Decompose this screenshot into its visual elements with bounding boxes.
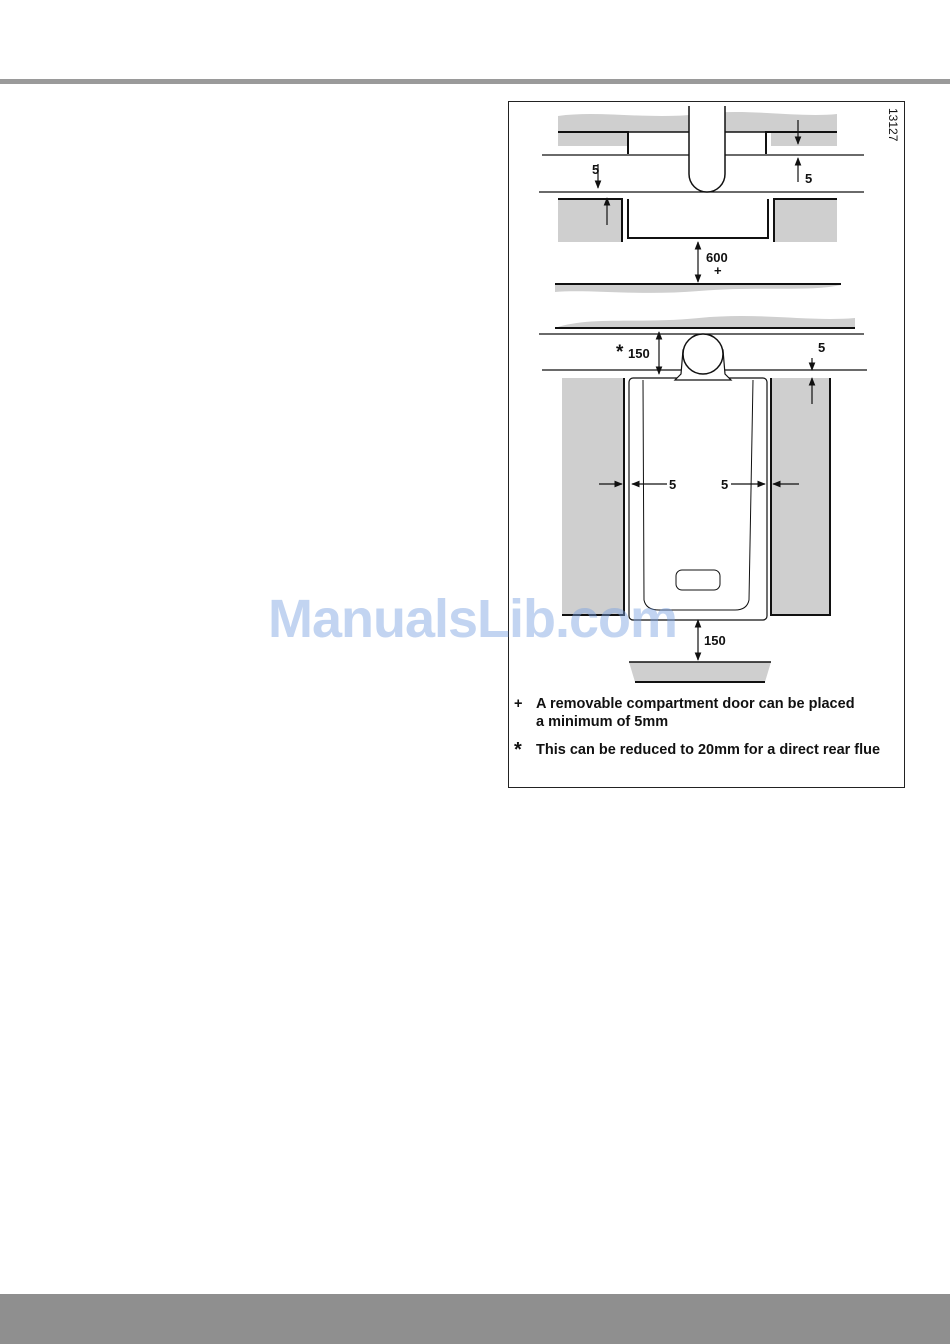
note-star-symbol: * — [514, 739, 522, 761]
clearance-diagram — [508, 101, 905, 788]
plan-left-upper-block — [558, 132, 628, 146]
header-rule — [0, 79, 950, 84]
plan-right-lower-block — [774, 199, 837, 242]
footer-band — [0, 1294, 950, 1344]
plan-right-upper-block — [771, 132, 837, 146]
dim-right-side-gap: 5 — [721, 477, 729, 492]
elev-right-cabinet — [771, 378, 830, 614]
elev-ceiling — [555, 316, 855, 328]
dim-side-top-gap: 5 — [818, 340, 826, 355]
plan-front-floor — [555, 285, 841, 293]
elev-floor-block — [629, 662, 771, 682]
diagram-drawing — [509, 102, 904, 787]
elev-flue-pipe — [683, 334, 723, 374]
plan-flue-pipe — [689, 106, 725, 192]
plan-view — [539, 106, 864, 293]
note-star-text: This can be reduced to 20mm for a direct rear flue — [536, 742, 881, 758]
dim-top-right-gap: 5 — [805, 171, 813, 186]
dim-rear-mark: * — [616, 342, 624, 363]
dim-top-clearance: 150 — [628, 346, 650, 361]
note-plus-line2: a minimum of 5mm — [536, 714, 669, 730]
watermark: ManualsLib.com — [268, 589, 678, 649]
dim-top-left-gap: 5 — [592, 162, 600, 177]
elev-left-cabinet — [562, 378, 624, 614]
elev-boiler-casing — [629, 378, 767, 620]
dim-front-clearance-mark: + — [714, 263, 722, 278]
figure-number: 13127 — [886, 108, 900, 142]
plan-boiler-body — [628, 199, 768, 238]
dim-bottom-clearance: 150 — [704, 633, 726, 648]
dim-front-clearance: 600 — [706, 250, 728, 265]
note-plus-line1: A removable compartment door can be placed — [536, 696, 855, 712]
dim-left-side-gap: 5 — [669, 477, 677, 492]
note-rear-flue — [514, 741, 880, 759]
note-plus-symbol: + — [514, 696, 523, 712]
note-removable-door — [514, 695, 855, 731]
plan-left-lower-block — [558, 199, 622, 242]
